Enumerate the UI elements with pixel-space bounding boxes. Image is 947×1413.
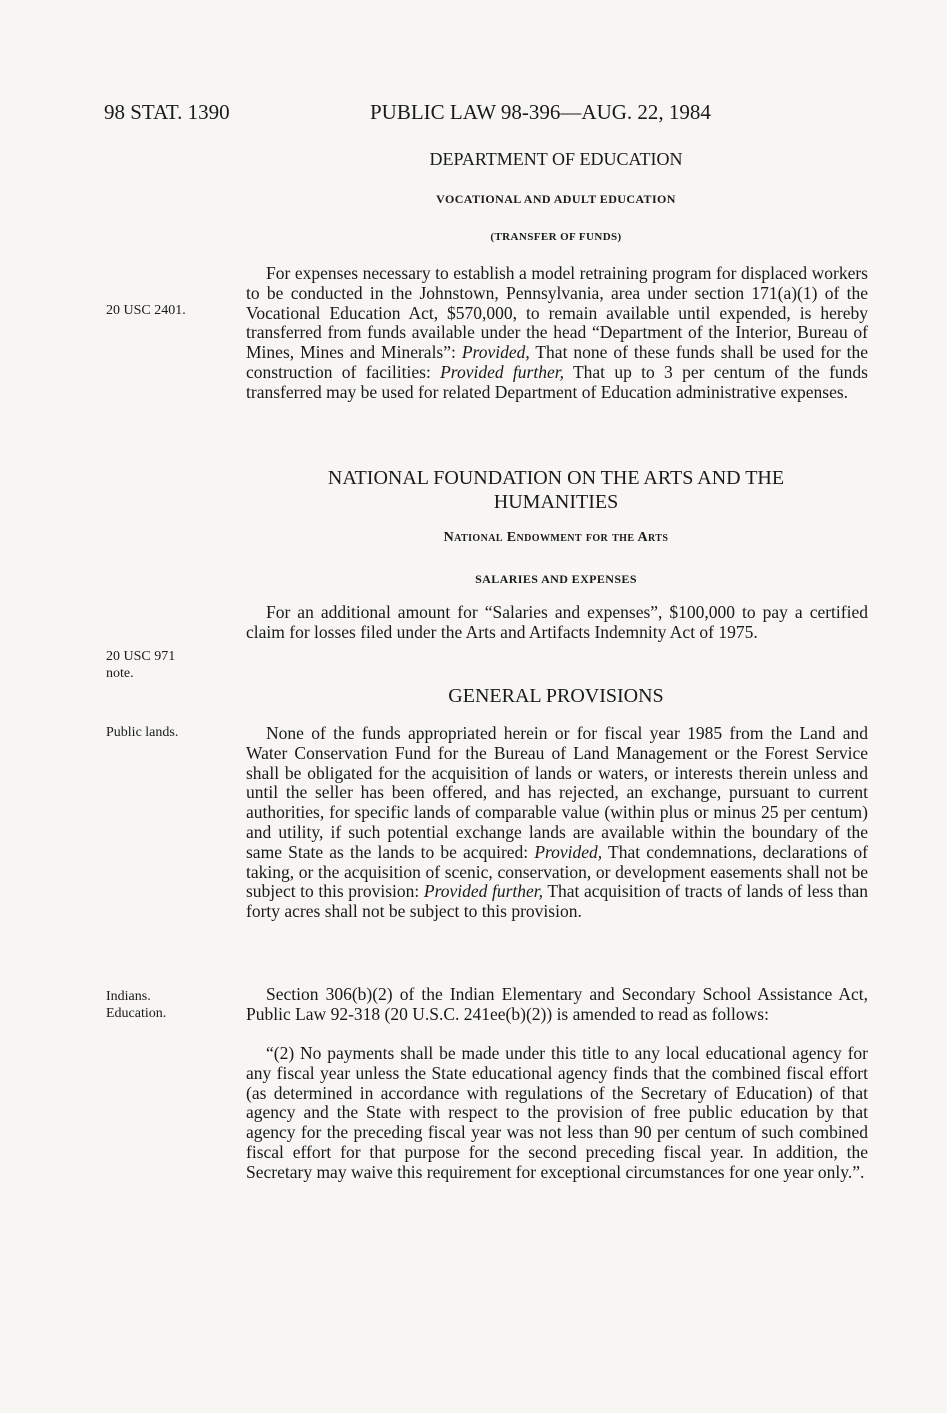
proviso-italic: Provided further, — [440, 361, 564, 382]
vocational-heading: VOCATIONAL AND ADULT EDUCATION — [436, 192, 676, 206]
public-law-reference: PUBLIC LAW 98-396—AUG. 22, 1984 — [370, 100, 711, 124]
public-lands-paragraph: None of the funds appropriated herein or for fiscal year 1985 from the Land and Water Conservation Fund for the Bureau of Land Management or the Forest Service shall be obligated for the acquisition of lands or waters, or interests therein unless and until the seller has been offered, and has rejected, an exchange, pursuant to current authorities, for specific lands of comparable value (within plus or minus 25 per centum) and utility, if such potential exchange lands are available within the boundary of the same State as the lands to be acquired: Provided, That condemnations, declarations of taking, or the acquisition of scenic, conservation, or development easements shall not be subject to this provision: Provided further, That acquisition of tracts of lands of less than forty acres shall not be subject to this provision. — [246, 723, 868, 922]
arts-paragraph: For an additional amount for “Salaries and expenses”, $100,000 to pay a certified claim for losses filed under the Arts and Artifacts Indemnity Act of 1975. — [246, 602, 868, 642]
margin-note-usc-2401: 20 USC 2401. — [106, 303, 186, 318]
margin-note-usc-971: 20 USC 971 note. — [106, 649, 176, 681]
endowment-heading: National Endowment for the Arts — [443, 530, 669, 545]
proviso-italic: Provided further, — [423, 881, 544, 902]
arts-heading: NATIONAL FOUNDATION ON THE ARTS AND THE HUMANITIES — [327, 467, 785, 513]
vocational-paragraph: For expenses necessary to establish a model retraining program for displaced workers to be conducted in the Johnstown, Pennsylvania, area under section 171(a)(1) of the Vocational Education Act, $570,000, to remain available until expended, is hereby transferred from funds available under the head “Department of the Interior, Bureau of Mines, Mines and Minerals”: Provided, That none of these funds shall be used for the construction of facilities: Provided further, That up to 3 per centum of the funds transferred may be used for related Department of Education administrative expenses. — [246, 263, 868, 402]
department-heading: DEPARTMENT OF EDUCATION — [429, 149, 683, 169]
indian-education-paragraph: Section 306(b)(2) of the Indian Elementary and Secondary School Assistance Act, Public Law 92-318 (20 U.S.C. 241ee(b)(2)) is amended to read as follows: — [246, 984, 868, 1024]
transfer-subheading: (TRANSFER OF FUNDS) — [490, 231, 622, 243]
general-provisions-heading: GENERAL PROVISIONS — [448, 685, 664, 707]
proviso-italic: Provided, — [534, 841, 603, 862]
stat-reference: 98 STAT. 1390 — [104, 100, 230, 124]
salaries-heading: SALARIES AND EXPENSES — [475, 572, 637, 586]
proviso-italic: Provided, — [461, 342, 530, 363]
page-header — [104, 100, 764, 130]
quoted-amendment-paragraph: “(2) No payments shall be made under this title to any local educational agency for any fiscal year unless the State educational agency finds that the combined fiscal effort (as determined in accordance with regulations of the Secretary of Education) of that agency and the State with respect to the provision of free public education by that agency for the preceding fiscal year was not less than 90 per centum of such combined fiscal effort for that purpose for the second preceding fiscal year. In addition, the Secretary may waive this requirement for exceptional circumstances for one year only.”. — [246, 1043, 868, 1182]
margin-note-public-lands: Public lands. — [106, 725, 179, 740]
margin-note-indians-education: Indians. Education. — [106, 989, 167, 1021]
